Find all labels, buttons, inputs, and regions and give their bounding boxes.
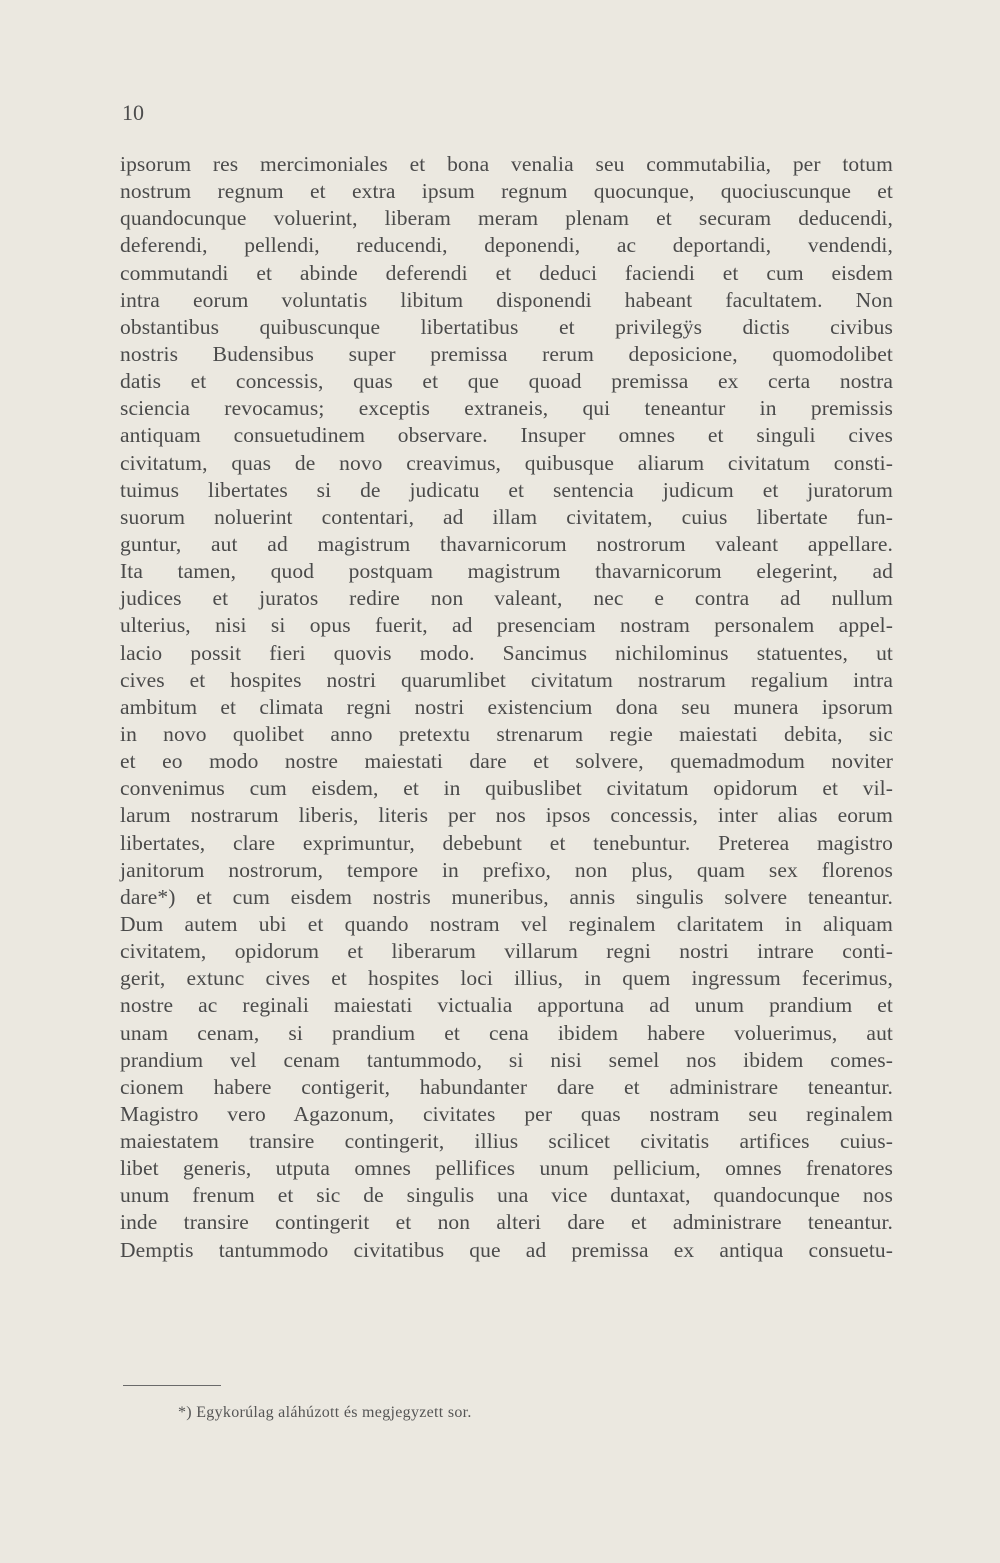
text-line: janitorum nostrorum, tempore in prefixo, non plus, quam sex florenos	[120, 857, 893, 882]
text-line: ulterius, nisi si opus fuerit, ad presenciam nostram personalem appel-	[120, 613, 893, 638]
text-line: libet generis, utputa omnes pellifices unum pellicium, omnes frenatores	[120, 1156, 893, 1181]
text-line: quandocunque voluerint, liberam meram plenam et securam deducendi,	[120, 206, 893, 231]
text-line: nostris Budensibus super premissa rerum deposicione, quomodolibet	[120, 341, 893, 366]
text-line: prandium vel cenam tantummodo, si nisi semel nos ibidem comes-	[120, 1047, 893, 1072]
text-line: judices et juratos redire non valeant, nec e contra ad nullum	[120, 586, 893, 611]
text-line: cionem habere contigerit, habundanter dare et administrare teneantur.	[120, 1074, 893, 1099]
text-line: civitatem, opidorum et liberarum villarum regni nostri intrare conti-	[120, 939, 893, 964]
text-line: deferendi, pellendi, reducendi, deponendi, ac deportandi, vendendi,	[120, 233, 893, 258]
text-line: tuimus libertates si de judicatu et sentencia judicum et juratorum	[120, 477, 893, 502]
text-line: suorum noluerint contentari, ad illam civitatem, cuius libertate fun-	[120, 504, 893, 529]
text-line: commutandi et abinde deferendi et deduci faciendi et cum eisdem	[120, 260, 893, 285]
text-line: nostrum regnum et extra ipsum regnum quocunque, quociuscunque et	[120, 179, 893, 204]
text-line: convenimus cum eisdem, et in quibuslibet civitatum opidorum et vil-	[120, 776, 893, 801]
text-line: maiestatem transire contingerit, illius scilicet civitatis artifices cuius-	[120, 1129, 893, 1154]
text-line: civitatum, quas de novo creavimus, quibusque aliarum civitatum consti-	[120, 450, 893, 475]
text-line: intra eorum voluntatis libitum disponendi habeant facultatem. Non	[120, 287, 893, 312]
page-number: 10	[122, 100, 144, 125]
body-text	[120, 151, 893, 1264]
text-line: Magistro vero Agazonum, civitates per quas nostram seu reginalem	[120, 1101, 893, 1126]
text-line: et eo modo nostre maiestati dare et solvere, quemadmodum noviter	[120, 749, 893, 774]
text-line: larum nostrarum liberis, literis per nos ipsos concessis, inter alias eorum	[120, 803, 893, 828]
text-line: ambitum et climata regni nostri existencium dona seu munera ipsorum	[120, 694, 893, 719]
text-line: dare*) et cum eisdem nostris muneribus, annis singulis solvere teneantur.	[120, 884, 893, 909]
text-line: guntur, aut ad magistrum thavarnicorum nostrorum valeant appellare.	[120, 531, 893, 556]
text-line: unam cenam, si prandium et cena ibidem habere voluerimus, aut	[120, 1020, 893, 1045]
text-line: libertates, clare exprimuntur, debebunt et tenebuntur. Preterea magistro	[120, 830, 893, 855]
text-line: Dum autem ubi et quando nostram vel reginalem claritatem in aliquam	[120, 911, 893, 936]
text-line: sciencia revocamus; exceptis extraneis, qui teneantur in premissis	[120, 396, 893, 421]
text-line: ipsorum res mercimoniales et bona venalia seu commutabilia, per totum	[120, 152, 893, 176]
text-line: datis et concessis, quas et que quoad premissa ex certa nostra	[120, 369, 893, 394]
text-line: nostre ac reginali maiestati victualia apportuna ad unum prandium et	[120, 993, 893, 1018]
text-line: gerit, extunc cives et hospites loci illius, in quem ingressum fecerimus,	[120, 966, 893, 991]
text-line: lacio possit fieri quovis modo. Sancimus nichilominus statuentes, ut	[120, 640, 893, 665]
footnote: *) Egykorúlag aláhúzott és megjegyzett sor.	[178, 1404, 472, 1421]
text-line: unum frenum et sic de singulis una vice duntaxat, quandocunque nos	[120, 1183, 893, 1208]
text-line: antiquam consuetudinem observare. Insuper omnes et singuli cives	[120, 423, 893, 448]
text-line: Demptis tantummodo civitatibus que ad premissa ex antiqua consuetu-	[120, 1237, 893, 1262]
text-line: Ita tamen, quod postquam magistrum thavarnicorum elegerint, ad	[120, 559, 893, 584]
text-line: cives et hospites nostri quarumlibet civitatum nostrarum regalium intra	[120, 667, 893, 692]
text-line: in novo quolibet anno pretextu strenarum regie maiestati debita, sic	[120, 721, 893, 746]
footnote-divider	[123, 1385, 221, 1386]
text-line: obstantibus quibuscunque libertatibus et privilegÿs dictis civibus	[120, 314, 893, 339]
text-line: inde transire contingerit et non alteri dare et administrare teneantur.	[120, 1210, 893, 1235]
